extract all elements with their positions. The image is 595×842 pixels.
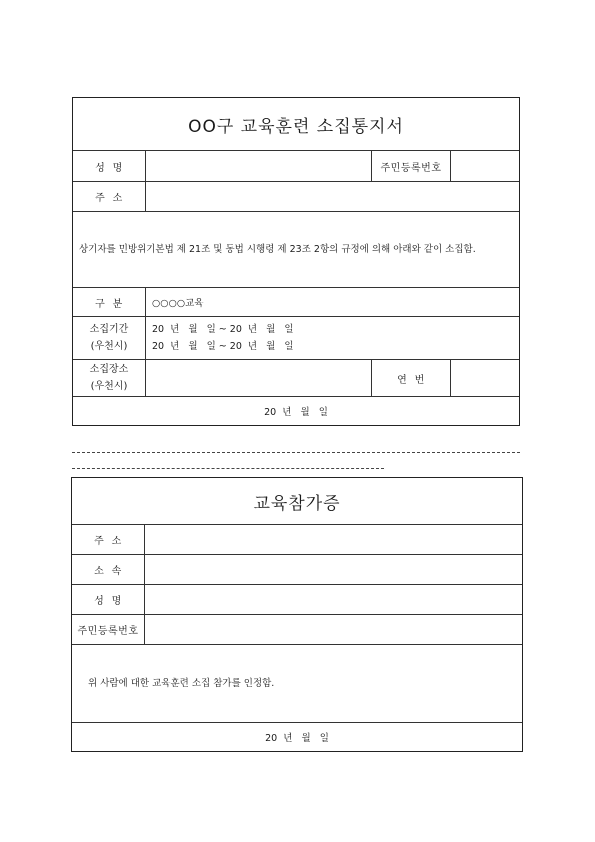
cert-address-label: 주 소 bbox=[72, 525, 145, 554]
cert-date-row bbox=[72, 723, 522, 751]
notice-name-field[interactable] bbox=[146, 151, 371, 181]
cert-date-line: 20 년 월 일 bbox=[265, 733, 329, 744]
cut-line-2 bbox=[72, 468, 384, 469]
notice-body-text: 상기자를 민방위기본법 제 21조 및 동법 시행령 제 23조 2항의 규정에 의해 아래와 같이 소집함. bbox=[79, 244, 476, 255]
notice-serial-field[interactable] bbox=[451, 360, 519, 396]
cert-name-label: 성 명 bbox=[72, 585, 145, 614]
notice-period-value-2[interactable]: 20 년 월 일 ~ 20 년 월 일 bbox=[152, 341, 294, 352]
notice-serial-label: 연 번 bbox=[371, 360, 451, 396]
notice-title: OO구 교육훈련 소집통지서 bbox=[188, 116, 404, 137]
notice-place-label bbox=[73, 360, 146, 396]
cert-name-row bbox=[72, 585, 522, 615]
participation-certificate-form bbox=[71, 477, 523, 752]
notice-address-row bbox=[73, 182, 519, 212]
notice-category-value: ○○○○교육 bbox=[152, 298, 204, 309]
notice-title-row bbox=[73, 98, 519, 151]
notice-period-row bbox=[73, 317, 519, 360]
notice-place-field[interactable] bbox=[146, 360, 371, 396]
notice-name-row bbox=[73, 151, 519, 182]
notice-name-label: 성 명 bbox=[73, 151, 146, 181]
cert-affiliation-row bbox=[72, 555, 522, 585]
notice-period-label-2: (우천시) bbox=[90, 341, 128, 352]
cert-body-text: 위 사람에 대한 교육훈련 소집 참가를 인정함. bbox=[88, 678, 275, 689]
notice-period-label bbox=[73, 317, 146, 359]
notice-place-label-1: 소집장소 bbox=[89, 364, 129, 375]
cert-address-field[interactable] bbox=[145, 525, 522, 554]
notice-address-field[interactable] bbox=[146, 182, 519, 211]
cert-rrn-row bbox=[72, 615, 522, 645]
cert-rrn-field[interactable] bbox=[145, 615, 522, 644]
notice-category-row bbox=[73, 288, 519, 317]
call-up-notice-form bbox=[72, 97, 520, 426]
notice-address-label: 주 소 bbox=[73, 182, 146, 211]
cert-affiliation-label: 소 속 bbox=[72, 555, 145, 584]
notice-period-value-1[interactable]: 20 년 월 일 ~ 20 년 월 일 bbox=[152, 324, 294, 335]
notice-body-row bbox=[73, 212, 519, 288]
notice-period-label-1: 소집기간 bbox=[89, 324, 129, 335]
notice-place-label-2: (우천시) bbox=[90, 381, 128, 392]
notice-period-values bbox=[146, 317, 519, 359]
notice-category-label: 구 분 bbox=[73, 288, 146, 316]
cert-body-row bbox=[72, 645, 522, 723]
cert-title-row bbox=[72, 478, 522, 525]
cert-address-row bbox=[72, 525, 522, 555]
cert-title: 교육참가증 bbox=[253, 493, 341, 514]
cut-line-1 bbox=[72, 452, 520, 453]
cert-affiliation-field[interactable] bbox=[145, 555, 522, 584]
cert-rrn-label: 주민등록번호 bbox=[72, 615, 145, 644]
notice-date-line: 20 년 월 일 bbox=[264, 407, 328, 418]
notice-place-row bbox=[73, 360, 519, 397]
cert-name-field[interactable] bbox=[145, 585, 522, 614]
notice-rrn-field[interactable] bbox=[451, 151, 519, 181]
notice-date-row bbox=[73, 397, 519, 425]
notice-rrn-label: 주민등록번호 bbox=[371, 151, 451, 181]
